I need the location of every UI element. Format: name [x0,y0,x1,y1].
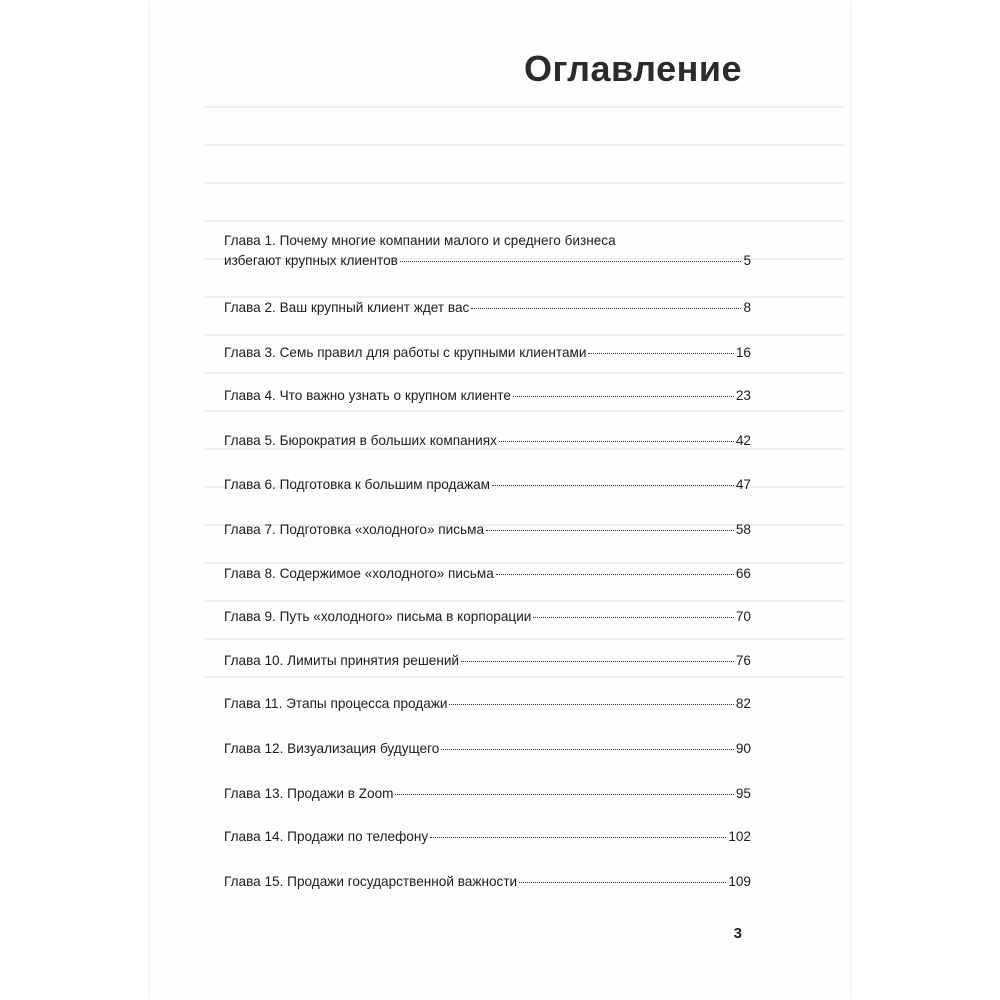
toc-entry[interactable] [224,607,751,627]
dot-leader [499,441,734,442]
dot-leader [519,882,726,883]
toc-entry[interactable] [224,475,751,495]
toc-entry[interactable] [224,431,751,451]
toc-entry-label: Глава 6. Подготовка к большим продажам [224,477,491,492]
toc-entry-label: Глава 15. Продажи государственной важности [224,874,518,889]
dot-leader [588,353,733,354]
toc-entry-page: 102 [728,829,751,844]
toc-entry[interactable] [224,651,751,671]
page-title: Оглавление [524,48,742,89]
toc-entry-page: 23 [735,388,751,403]
toc-entry-page: 58 [735,522,751,537]
toc-entry-page: 42 [735,433,751,448]
dot-leader [430,837,726,838]
toc-entry-label: Глава 12. Визуализация будущего [224,741,440,756]
toc-entry-page: 47 [735,477,751,492]
toc-entry[interactable] [224,386,751,406]
toc-entry-label: Глава 13. Продажи в Zoom [224,786,394,801]
dot-leader [395,794,733,795]
toc-entry[interactable] [224,784,751,804]
page-number: 3 [733,925,742,942]
toc-entry[interactable] [224,298,751,318]
toc-entry[interactable] [224,520,751,540]
dot-leader [471,308,741,309]
toc-entry-label: Глава 10. Лимиты принятия решений [224,653,460,668]
toc-entry[interactable] [224,343,751,363]
toc-entry-label: Глава 11. Этапы процесса продажи [224,696,448,711]
toc-entry-page: 16 [735,345,751,360]
toc-entry-page: 5 [743,253,751,268]
toc-entry-label: Глава 5. Бюрократия в больших компаниях [224,433,497,448]
toc-entry[interactable] [224,564,751,584]
toc-entry[interactable] [224,827,751,847]
toc-entry-label: Глава 7. Подготовка «холодного» письма [224,522,485,537]
dot-leader [492,485,734,486]
toc-entry-label: Глава 2. Ваш крупный клиент ждет вас [224,300,470,315]
toc-entry-label: Глава 3. Семь правил для работы с крупными клиентами [224,345,587,360]
dot-leader [533,617,733,618]
toc-entry[interactable] [224,694,751,714]
toc-entry-page: 66 [735,566,751,581]
toc-entry-page: 76 [735,653,751,668]
dot-leader [461,661,734,662]
toc-entry-label: избегают крупных клиентов [224,253,398,268]
toc-entry-label: Глава 9. Путь «холодного» письма в корпорации [224,609,532,624]
book-page [150,0,850,1000]
toc-entry[interactable] [224,231,751,271]
toc-entry[interactable] [224,739,751,759]
toc-entry-label: Глава 4. Что важно узнать о крупном клиенте [224,388,511,403]
toc-entry-label: Глава 14. Продажи по телефону [224,829,429,844]
toc-entry-page: 90 [735,741,751,756]
dot-leader [449,704,733,705]
toc-entry[interactable] [224,872,751,892]
toc-entry-label: Глава 8. Содержимое «холодного» письма [224,566,494,581]
dot-leader [400,261,742,262]
dot-leader [496,574,734,575]
toc-entry-page: 95 [735,786,751,801]
toc-entry-page: 8 [743,300,751,315]
dot-leader [441,749,734,750]
toc-entry-first-line: Глава 1. Почему многие компании малого и среднего бизнеса [224,233,616,248]
dot-leader [513,396,734,397]
dot-leader [486,530,734,531]
toc-entry-page: 82 [735,696,751,711]
toc-entry-page: 70 [735,609,751,624]
toc-entry-page: 109 [728,874,751,889]
